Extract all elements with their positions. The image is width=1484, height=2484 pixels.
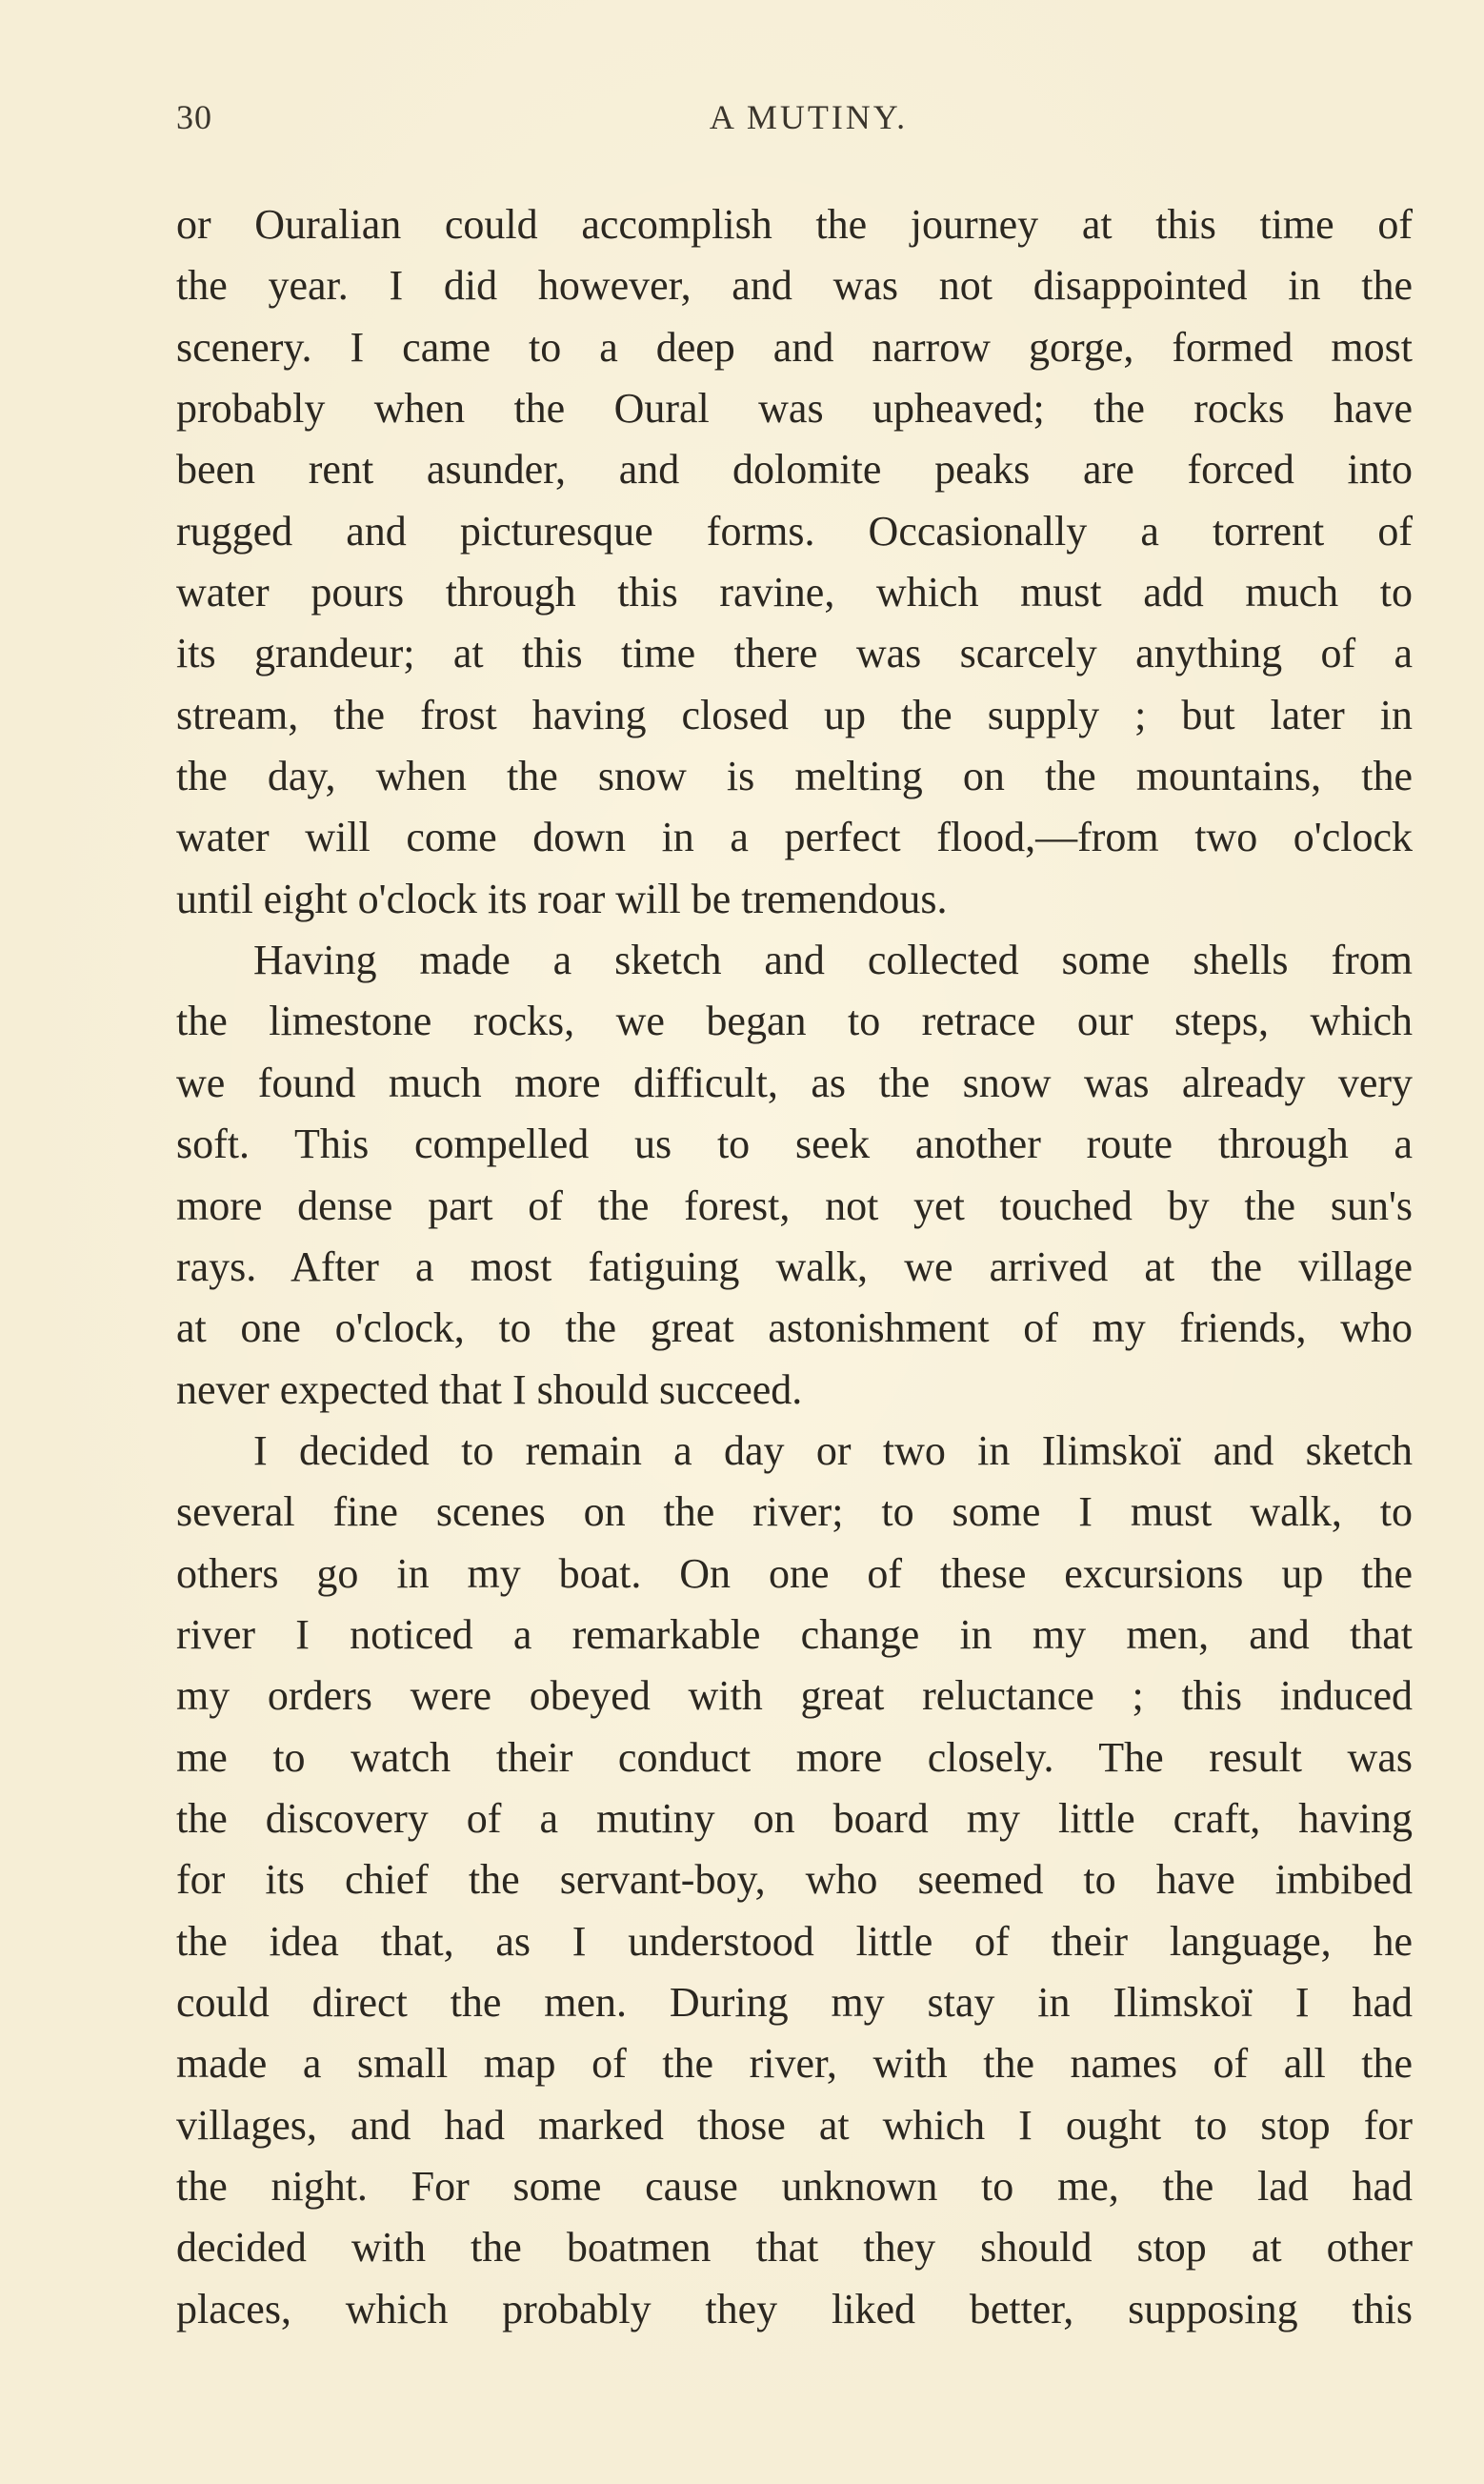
text-line: for its chief the servant-boy, who seemed to have imbibed [176, 1856, 1413, 1904]
text-line: rugged and picturesque forms. Occasionally a torrent of [176, 507, 1413, 555]
text-line: the night. For some cause unknown to me, the lad had [176, 2163, 1413, 2210]
text-line: the discovery of a mutiny on board my little craft, having [176, 1794, 1413, 1842]
text-line: me to watch their conduct more closely. The result was [176, 1733, 1413, 1781]
text-line: we found much more difficult, as the snow was already very [176, 1059, 1413, 1106]
text-line: probably when the Oural was upheaved; the rocks have [176, 385, 1413, 433]
text-line: scenery. I came to a deep and narrow gorge, formed most [176, 323, 1413, 371]
text-line: made a small map of the river, with the names of all the [176, 2040, 1413, 2088]
text-line: could direct the men. During my stay in Ilimskoï I had [176, 1978, 1413, 2026]
text-line: the year. I did however, and was not disappointed in the [176, 262, 1413, 310]
paragraph-start-line: Having made a sketch and collected some shells from [253, 937, 1413, 984]
text-line: the idea that, as I understood little of their language, he [176, 1917, 1413, 1965]
text-line: several fine scenes on the river; to some I must walk, to [176, 1488, 1413, 1536]
text-line: or Ouralian could accomplish the journey at this time of [176, 201, 1413, 248]
text-line: more dense part of the forest, not yet touched by the sun's [176, 1181, 1413, 1229]
text-line: the day, when the snow is melting on the mountains, the [176, 753, 1413, 800]
text-line: villages, and had marked those at which I ought to stop for [176, 2101, 1413, 2149]
paragraph-end-line: until eight o'clock its roar will be tremendous. [176, 875, 948, 922]
text-line: river I noticed a remarkable change in my men, and that [176, 1610, 1413, 1658]
text-line: others go in my boat. On one of these excursions up the [176, 1549, 1413, 1597]
text-line: at one o'clock, to the great astonishment of my friends, who [176, 1304, 1413, 1352]
running-head [176, 97, 1413, 145]
body-text [176, 194, 1413, 2340]
paragraph-start-line: I decided to remain a day or two in Ilimskoï and sketch [253, 1426, 1413, 1474]
text-line: rays. After a most fatiguing walk, we arrived at the village [176, 1242, 1413, 1290]
text-line: decided with the boatmen that they should stop at other [176, 2224, 1413, 2272]
text-line: water will come down in a perfect flood,—from two o'clock [176, 814, 1413, 861]
page-number: 30 [176, 98, 212, 136]
text-line: my orders were obeyed with great reluctance ; this induced [176, 1672, 1413, 1720]
text-line: its grandeur; at this time there was scarcely anything of a [176, 630, 1413, 677]
text-line: stream, the frost having closed up the supply ; but later in [176, 691, 1413, 738]
text-line: soft. This compelled us to seek another route through a [176, 1121, 1413, 1168]
chapter-title: A MUTINY. [709, 98, 909, 136]
text-line: the limestone rocks, we began to retrace our steps, which [176, 998, 1413, 1045]
text-line: places, which probably they liked better, supposing this [176, 2285, 1413, 2333]
paragraph-end-line: never expected that I should succeed. [176, 1365, 803, 1413]
text-line: been rent asunder, and dolomite peaks are forced into [176, 446, 1413, 494]
text-line: water pours through this ravine, which must add much to [176, 569, 1413, 616]
